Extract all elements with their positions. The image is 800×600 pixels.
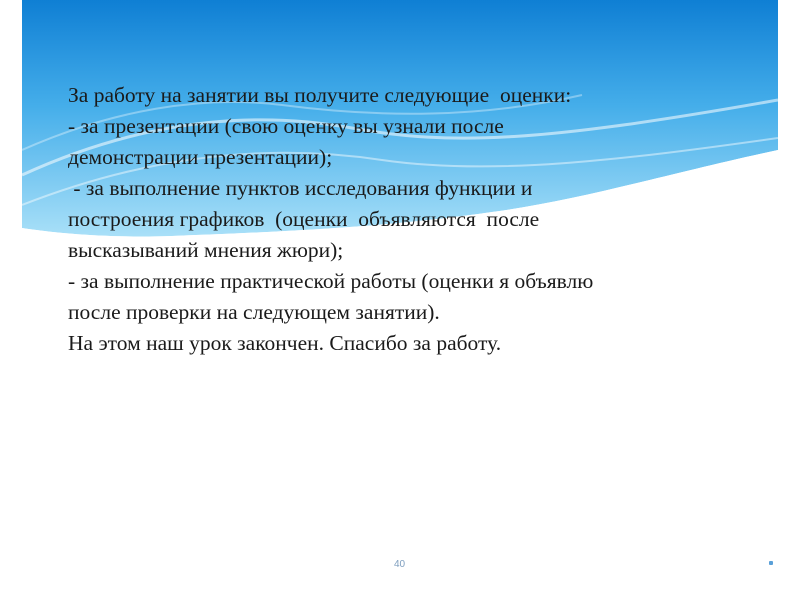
text-line-3: демонстрации презентации); [68,145,333,169]
text-line-8: после проверки на следующем занятии). [68,300,440,324]
slide-number: 40 [394,559,406,570]
text-line-7: - за выполнение практической работы (оценки я объявлю [68,269,594,293]
corner-marker [769,561,773,565]
text-line-6: высказываний мнения жюри); [68,238,344,262]
right-border [778,0,800,600]
left-border [0,0,22,600]
text-line-4: - за выполнение пунктов исследования функции и [68,176,533,200]
text-line-9: На этом наш урок закончен. Спасибо за работу. [68,331,502,355]
slide-text [68,80,758,359]
text-line-2: - за презентации (свою оценку вы узнали после [68,114,504,138]
text-line-1: За работу на занятии вы получите следующие оценки: [68,83,572,107]
text-line-5: построения графиков (оценки объявляются после [68,207,540,231]
